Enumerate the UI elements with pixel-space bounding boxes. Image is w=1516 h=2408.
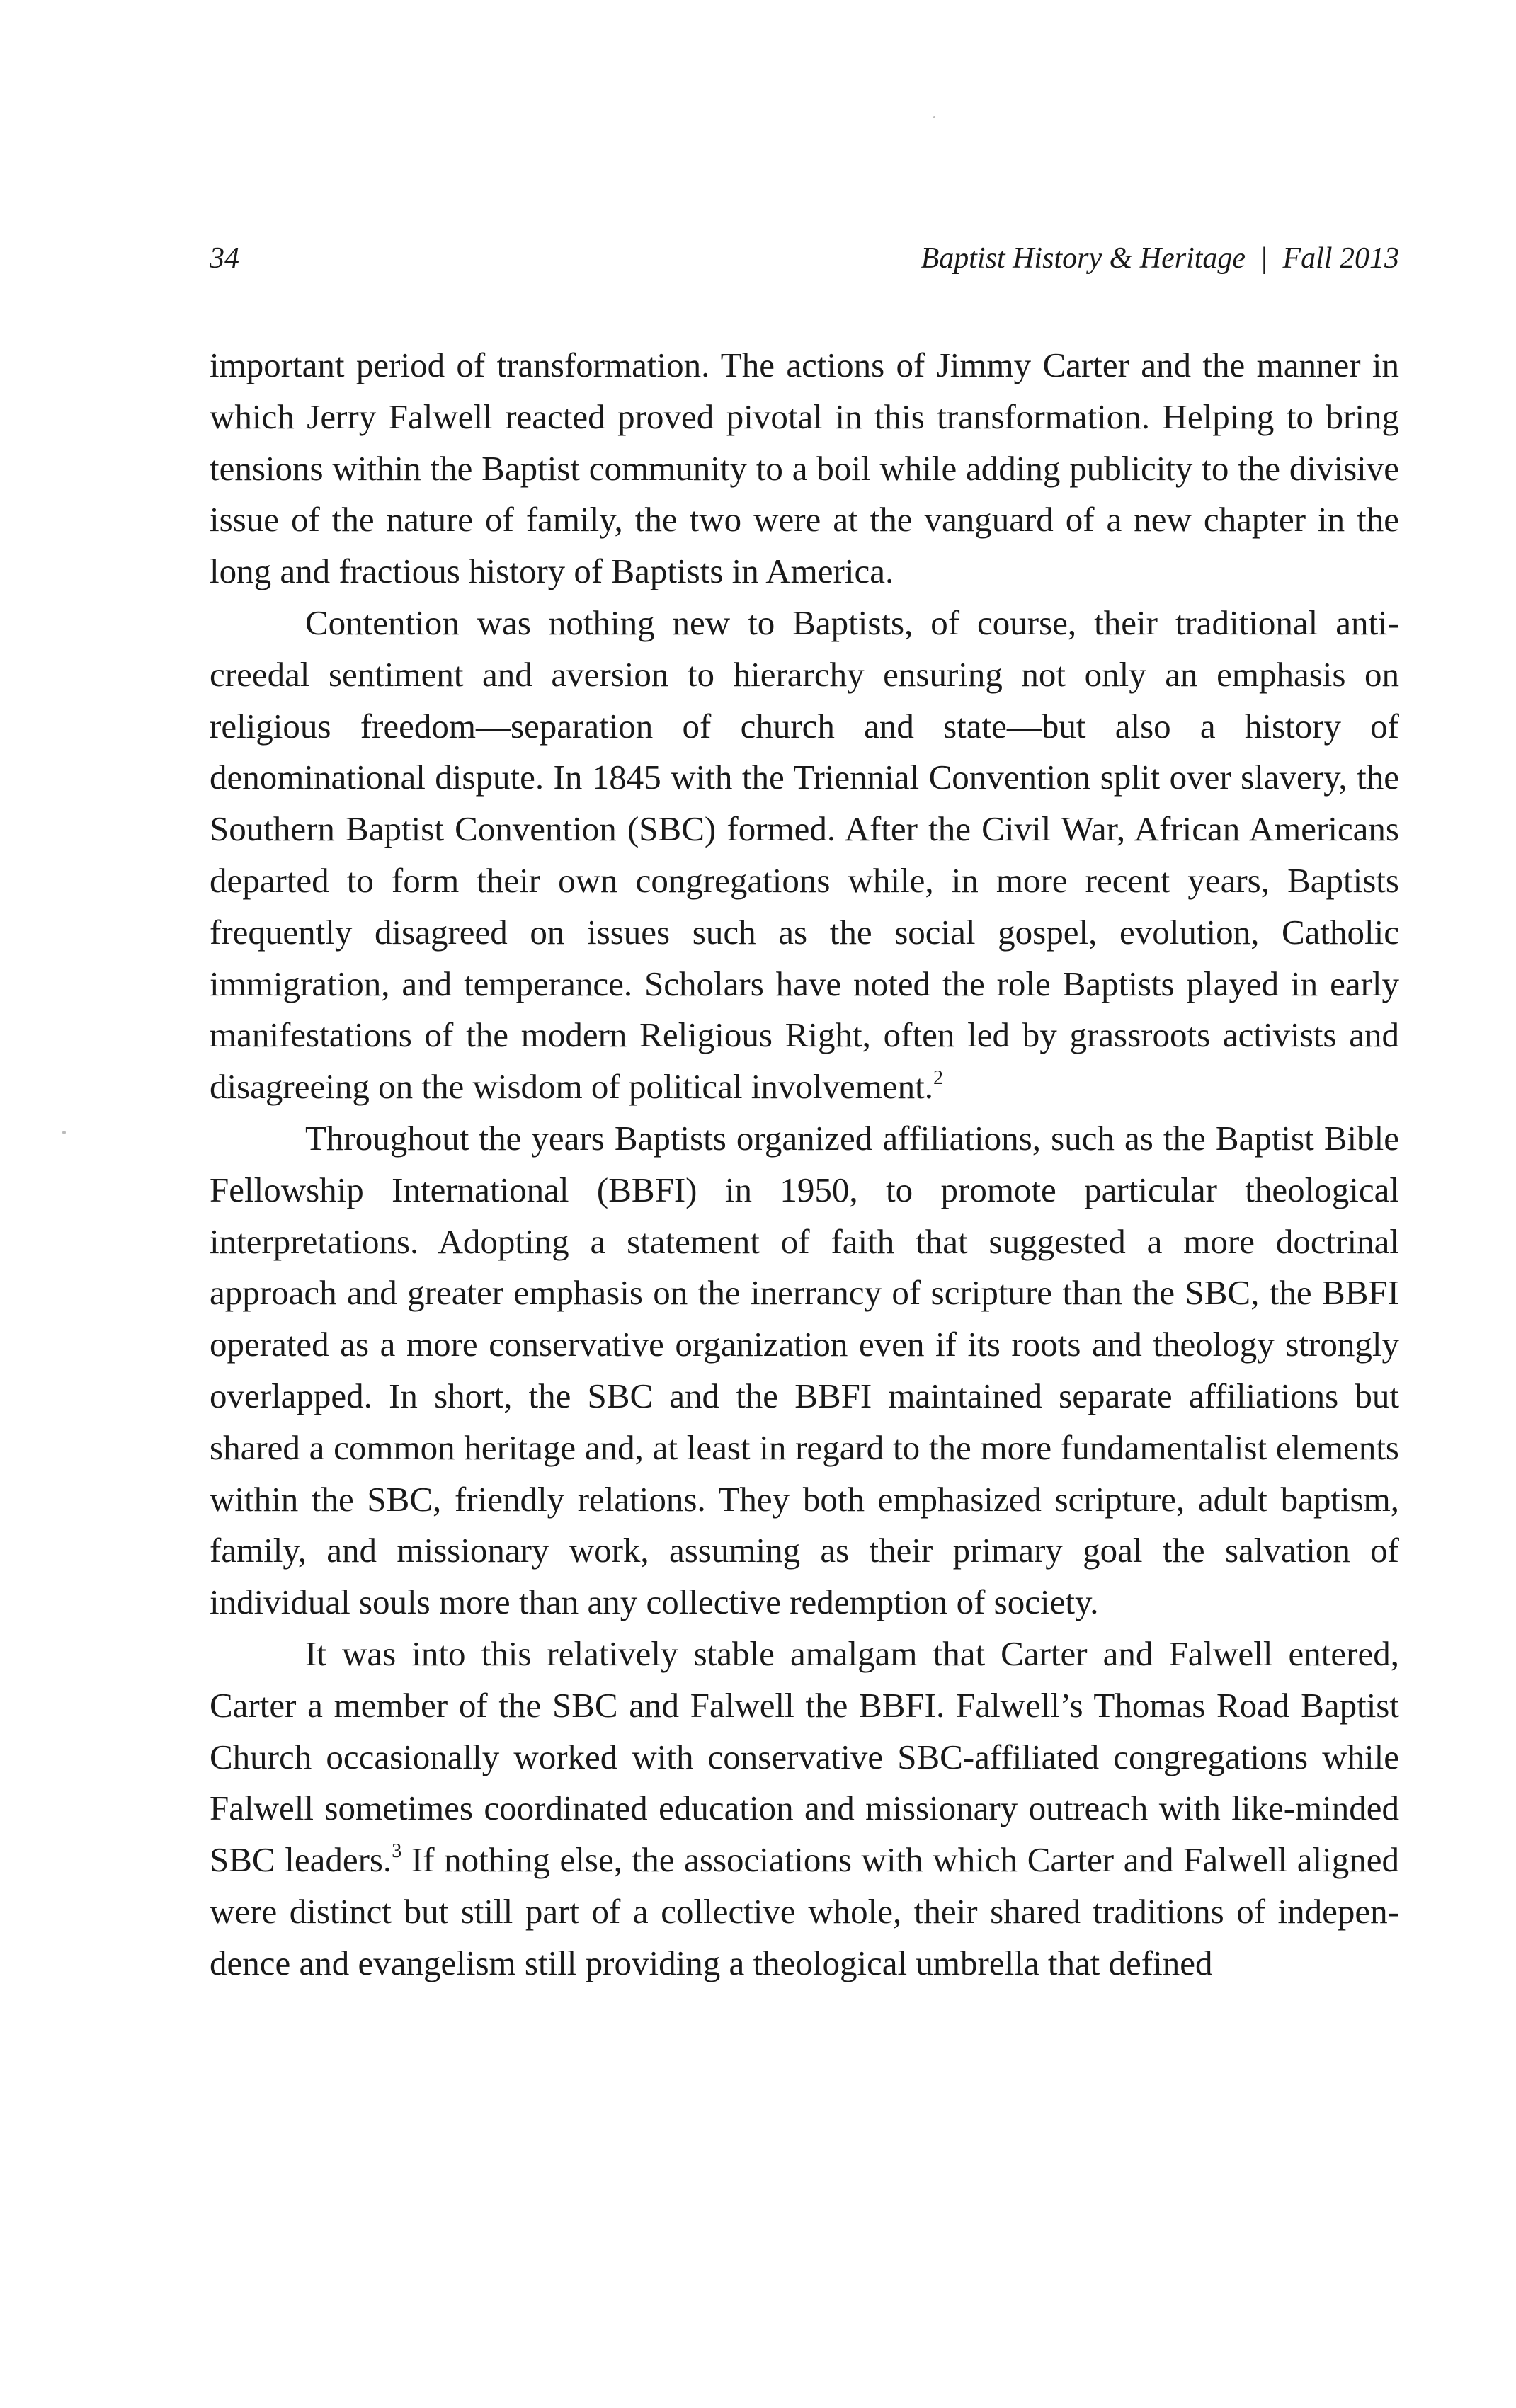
paragraph-text: important period of transformation. The actions of Jimmy Carter and the manner in which Jerry Falwell reacted proved pivotal in this transformation. Helping to bring tensions within the Baptist community to a boil while adding publicity to the divisive issue of the nature of family, the two were at the vanguard of a new chapter in the long and fractious history of Baptists in America.	[210, 346, 1399, 591]
footnote-ref-3: 3	[392, 1840, 402, 1863]
running-head	[210, 234, 1399, 283]
journal-info	[921, 234, 1399, 283]
paragraph-text: Throughout the years Baptists organized affiliations, such as the Baptist Bible Fellowship International (BBFI) in 1950, to promote particular theological interpretations. Adopting a statement of faith that suggested a more doctrinal approach and greater emphasis on the inerrancy of scripture than the SBC, the BBFI operated as a more conservative organization even if its roots and theology strongly overlapped. In short, the SBC and the BBFI maintained separate affiliations but shared a common heritage and, at least in regard to the more fundamentalist elements within the SBC, friendly relations. They both emphasized scripture, adult baptism, family, and missionary work, assuming as their primary goal the salvation of individual souls more than any collective redemption of society.	[210, 1118, 1399, 1622]
paragraph-4	[210, 1628, 1399, 1990]
issue-label: Fall 2013	[1282, 242, 1399, 275]
journal-title: Baptist History & Heritage	[921, 242, 1246, 275]
paragraph-2	[210, 598, 1399, 1113]
scan-speck	[62, 1131, 66, 1134]
paragraph-1	[210, 340, 1399, 598]
paragraph-text: It was into this relatively stable amalgam that Carter and Falwell entered, Carter a member of the SBC and Falwell the BBFI. Falwell’s Thomas Road Baptist Church occasionally worked with conservative SBC-affiliated congregations while Falwell sometimes coordinated education and missionary outreach with like-minded SBC leaders.	[210, 1633, 1399, 1880]
paragraph-3	[210, 1113, 1399, 1628]
header-separator: |	[1261, 242, 1267, 275]
paragraph-text: Contention was nothing new to Baptists, of course, their traditional anti-creedal sentiment and aversion to hierarchy ensuring not only an emphasis on religious freedom—separation of church and state—but also a history of denominational dispute. In 1845 with the Triennial Convention split over slavery, the Southern Baptist Convention (SBC) formed. After the Civil War, African Americans departed to form their own congregations while, in more recent years, Baptists frequently disagreed on issues such as the social gospel, evolution, Catholic immigration, and temperance. Scholars have noted the role Baptists played in early manifestations of the modern Religious Right, often led by grassroots activists and disagreeing on the wisdom of political involvement.	[210, 603, 1399, 1107]
footnote-ref-2: 2	[933, 1067, 943, 1090]
scan-speck	[933, 116, 935, 118]
page-number: 34	[210, 242, 239, 275]
body-text	[210, 340, 1399, 1990]
paragraph-text-continued: If nothing else, the associations with which Carter and Falwell aligned were distinct but still part of a collective whole, their shared traditions of independence and evangelism still providing a theological umbrella that defined	[210, 1840, 1399, 1982]
